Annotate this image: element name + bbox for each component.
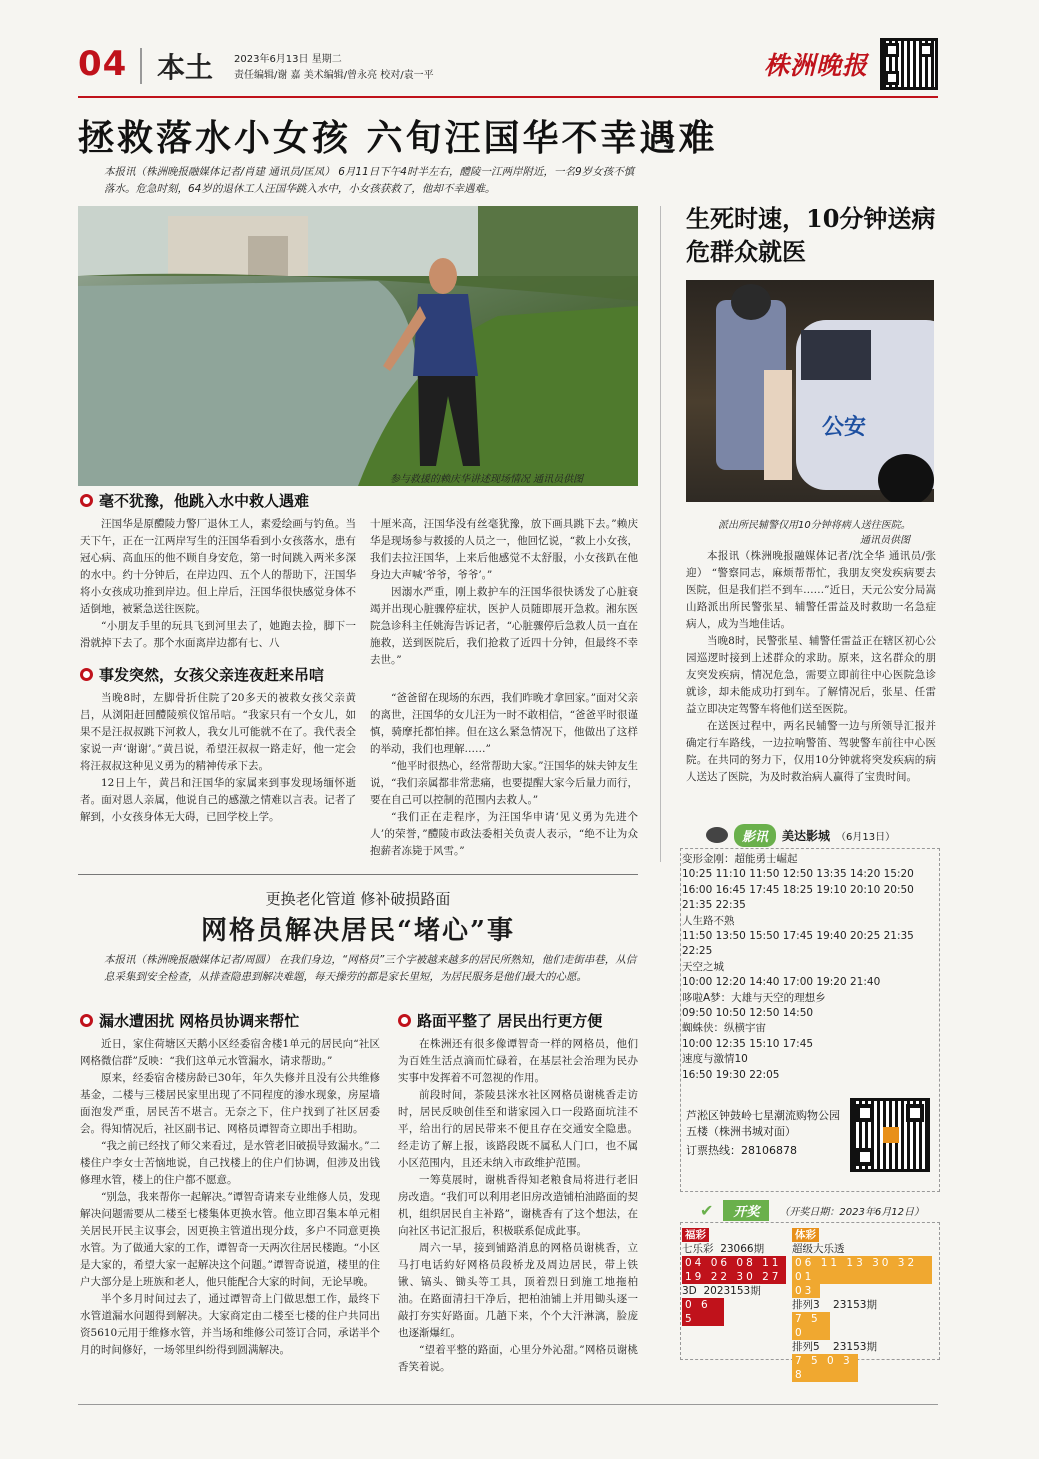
paragraph: 十厘米高，汪国华没有丝毫犹豫，放下画具跳下去。”赖庆华是现场参与救援的人员之一，他回忆说，“救上小女孩，我们去拉汪国华，上来后他感觉不太舒服，小女孩趴在他身边大声喊‘爷爷，爷爷’。” (370, 518, 638, 581)
film-times: 16:50 19:30 22:05 (682, 1068, 780, 1081)
main-col-4 (370, 690, 638, 860)
paragraph: 当晚8时，民警张星、辅警任雷益正在辖区初心公园巡逻时接到上述群众的求助。原来，这名群众的朋友突发疾病，情况危急，需要立即前往中心医院急诊就诊，却未能成功打到车。了解情况后，张星、任雷益立即决定驾警车将他们送至医院。 (686, 635, 936, 715)
game-name: 七乐彩 (682, 1243, 714, 1255)
cinema-address: 芦淞区钟鼓岭七星潮流购物公园五楼（株洲书城对面） (686, 1109, 840, 1138)
game-name: 超级大乐透 (792, 1243, 845, 1255)
paragraph: 本报讯（株洲晚报融媒体记者/沈全华 通讯员/张迎） “警察同志，麻烦帮帮忙，我朋友突发疾病要去医院，但是我们拦不到车……”近日，天元公安分局嵩山路派出所民警张星、辅警任雷益及时救助一名急症病人，成为当地佳话。 (686, 550, 936, 630)
welfare-lottery (682, 1228, 786, 1326)
game-issue: 23066期 (720, 1243, 765, 1255)
cinema-name: 美达影城 (782, 828, 831, 843)
grid-subhead-2 (398, 1010, 602, 1031)
film-title: 天空之城 (682, 960, 724, 973)
lottery-date: （开奖日期：2023年6月12日） (779, 1207, 924, 1218)
film-times: 10:00 12:20 14:40 17:00 19:20 21:40 (682, 976, 881, 989)
film-times: 11:50 13:50 15:50 17:45 19:40 20:25 21:35 22:25 (682, 930, 914, 958)
cinema-hotline: 订票热线：28106878 (686, 1144, 797, 1157)
grid-col-2 (398, 1036, 638, 1376)
police-car-scene-icon (686, 280, 934, 502)
bullet-dot-icon (80, 494, 93, 507)
paragraph: “我们正在走程序，为汪国华申请‘见义勇为先进个人’的荣誉，”醴陵市政法委相关负责人表示，“绝不让为众抱薪者冻毙于风雪。” (370, 811, 638, 857)
newspaper-logo: 株洲晚报 (764, 51, 869, 80)
paragraph: 因溺水严重，刚上救护车的汪国华很快诱发了心脏衰竭并出现心脏骤停症状，医护人员随即展开急救。湘东医院急诊科主任姚海告诉记者，“心脏骤停后急救人员一直在施救，送到医院后，我们抢救了近四十分钟，但最终不幸去世。” (370, 586, 638, 666)
check-mark-icon: ✔ (700, 1201, 714, 1220)
winning-numbers: 03 (792, 1284, 820, 1298)
section-name: 本土 (157, 51, 214, 84)
film-title: 人生路不熟 (682, 914, 735, 927)
paragraph: “望着平整的路面，心里分外沁甜。”网格员谢桃香笑着说。 (398, 1344, 638, 1373)
photo-scene-icon (78, 206, 638, 486)
paragraph: 半个多月时间过去了，通过谭智奇上门做思想工作，最终下水管道漏水问题得到解决。大家商定由二楼至七楼的住户共同出资5610元用于维修水管，并当场和维修公司签订合同，承诺半个月的时间修好，一场邻里纠纷得到圆满解决。 (80, 1293, 380, 1356)
side-body (686, 548, 936, 786)
cinema-badge: 影讯 (734, 824, 776, 847)
date-line: 2023年6月13日 星期二 (234, 54, 342, 65)
game-issue: 2023153期 (703, 1285, 761, 1297)
main-col-3 (80, 690, 356, 826)
film-title: 变形金刚：超能勇士崛起 (682, 853, 798, 865)
winning-numbers: 7 5 0 (792, 1312, 830, 1340)
side-photo-credit: 通讯员供图 (860, 535, 910, 546)
paragraph: 在株洲还有很多像谭智奇一样的网格员，他们为百姓生活点滴而忙碌着，在基层社会治理为民办实事中发挥着不可忽视的作用。 (398, 1038, 638, 1084)
paragraph: “爸爸留在现场的东西，我们昨晚才拿回家。”面对父亲的离世，汪国华的女儿汪为一时不敢相信，“爸爸平时很谨慎，骑摩托都怕摔。但在这么紧急情况下，他做出了这样的举动，我们也理解……” (370, 692, 638, 755)
bullet-dot-icon (80, 668, 93, 681)
police-car-label: 公安 (822, 415, 867, 440)
cinema-listings (682, 852, 940, 1083)
main-headline: 拯救落水小女孩 六旬汪国华不幸遇难 (78, 117, 718, 159)
sports-lottery (792, 1228, 932, 1382)
grid-subhead-1 (80, 1010, 299, 1031)
film-times: 09:50 10:50 12:50 14:50 (682, 1007, 814, 1020)
main-photo-caption: 参与救援的赖庆华讲述现场情况 通讯员供图 (390, 474, 584, 485)
winning-numbers: 04 06 08 11 (682, 1256, 786, 1270)
bullet-dot-icon (398, 1014, 411, 1027)
paragraph: 12日上午，黄吕和汪国华的家属来到事发现场缅怀逝者。面对恩人亲属，他说自己的感激之情难以言表。记者了解到，小女孩身体无大碍，已回学校上学。 (80, 777, 356, 823)
paragraph: 在送医过程中，两名民辅警一边与所领导汇报并确定行车路线，一边拉响警笛、驾驶警车前往中心医院。在共同的努力下，仅用10分钟就将突发疾病的病人送达了医院，为及时救治病人赢得了宝贵时间。 (686, 720, 936, 783)
paragraph: 近日，家住荷塘区天鹅小区经委宿舍楼1单元的居民向“社区网格微信群”反映：“我们这单元水管漏水，请求帮助。” (80, 1038, 380, 1067)
paragraph: 周六一早，接到铺路消息的网格员谢桃香，立马打电话約好网格员段桥龙及周边居民，带上铁锹、镐头、锄头等工具，顶着烈日到施工地拖柏油。在路面清扫干净后，把柏油铺上并用锄头逐一敲打夯实好路面。几趟下来，个个大汗淋漓，脸庞也逐渐爆红。 (398, 1242, 638, 1339)
paragraph: 当晚8时，左脚骨折住院了20多天的被救女孩父亲黄吕，从浏阳赶回醴陵殡仪馆吊唁。“我家只有一个女儿，如果不是汪叔叔跳下河救人，我女儿可能就不在了。我代表全家说一声‘谢谢’。”黄吕说，希望汪叔叔一路走好，他一定会将汪叔叔这种见义勇为的精神传承下去。 (80, 692, 356, 772)
film-title: 哆啦A梦：大雄与天空的理想乡 (682, 991, 826, 1004)
qr-code-icon (880, 38, 938, 90)
side-headline: 生死时速，10分钟送病危群众就医 (686, 204, 936, 266)
column-divider (660, 206, 661, 862)
main-subhead-2 (80, 664, 324, 685)
winning-numbers: 0 6 5 (682, 1298, 724, 1326)
header-rule (78, 96, 938, 98)
side-photo-caption: 派出所民辅警仅用10分钟将病人送往医院。 (718, 520, 911, 531)
header-divider (140, 48, 142, 84)
film-title: 蜘蛛侠：纵横宇宙 (682, 1022, 766, 1035)
page-number: 04 (78, 44, 128, 84)
game-issue: 23153期 (833, 1341, 877, 1353)
grid-lead: 本报讯（株洲晚报融媒体记者/周圆） 在我们身边，“网格员”三个字被越来越多的居民所熟知，他们走街串巷，从信息采集到安全检查，从排查隐患到解决难题，每天操劳的都是家长里短，为居民服务是他们最大的心愿。 (104, 954, 637, 983)
welfare-label: 福彩 (682, 1228, 709, 1242)
game-issue: 23153期 (833, 1299, 877, 1311)
main-subhead-1 (80, 490, 309, 511)
paragraph: 原来，经委宿舍楼房龄已30年，年久失修并且没有公共维修基金，二楼与三楼居民家里出现了不同程度的渗水现象，房屋墙面泡发严重，居民苦不堪言。无奈之下，住户找到了社区居委会。得知情况后，社区副书记、网格员谭智奇立即出手相助。 (80, 1072, 380, 1135)
bullet-dot-icon (80, 1014, 93, 1027)
film-title: 速度与激情10 (682, 1053, 748, 1066)
winning-numbers: 19 22 30 27 (682, 1270, 786, 1284)
rescuer-photo (78, 206, 638, 486)
paragraph: “他平时很热心，经常帮助大家。”汪国华的妹夫钟友生说，“我们亲属都非常悲痛，也要提醒大家今后量力而行，要在自己可以控制的范围内去救人。” (370, 760, 638, 806)
winning-numbers: 06 11 13 30 32 01 (792, 1256, 932, 1284)
subhead-text: 事发突然，女孩父亲连夜赶来吊唁 (99, 666, 325, 684)
paragraph: “别急，我来帮你一起解决。”谭智奇请来专业维修人员，发现解决问题需要从二楼至七楼集体更换水管。他立即召集本单元相关居民开民主议事会，因更换主管道出现分歧，多户不同意更换水管。为了做通大家的工作，谭智奇一天两次往居民楼跑。“小区是大家的，希望大家一起解决这个问题。”谭智奇说道，楼里的住户大部分是上班族和老人，他只能配合大家的时间，无论早晚。 (80, 1191, 380, 1288)
editors-line: 责任编辑/谢 嘉 美术编辑/曾永亮 校对/袁一平 (234, 70, 434, 81)
footer-rule (78, 1404, 938, 1405)
film-times: 10:25 11:10 11:50 12:50 13:35 14:20 15:20 16:00 16:45 17:45 18:25 19:10 20:10 20:50 21:35 22:35 (682, 868, 914, 912)
section-divider (78, 874, 638, 875)
paragraph: 汪国华是原醴陵力警厂退休工人，素爱绘画与钓鱼。当天下午，正在一江两岸写生的汪国华看到小女孩落水，患有冠心病、高血压的他不顾自身安危，第一时间跳入两米多深的水中。约十分钟后，在岸边四、五个人的帮助下，汪国华将小女孩成功推到岸边。但上岸后，汪国华很快感觉身体不适倒地，被紧急送往医院。 (80, 518, 356, 615)
game-name: 排列5 (792, 1341, 820, 1353)
winning-numbers: 7 5 0 3 8 (792, 1354, 858, 1382)
main-col-2 (370, 516, 638, 669)
film-times: 10:00 12:35 15:10 17:45 (682, 1037, 814, 1050)
lottery-header (700, 1200, 924, 1221)
lottery-badge: 开奖 (723, 1200, 769, 1221)
game-name: 3D (682, 1285, 697, 1297)
grid-col-1 (80, 1036, 380, 1359)
paragraph: “小朋友手里的玩具飞到河里去了，她跑去捡，脚下一滑就掉下去了。那个水面离岸边都有七、八 (80, 620, 356, 649)
paragraph: “我之前已经找了师父来看过，是水管老旧破损导致漏水。”二楼住户李女士苦恼地说，自己找楼上的住户们协调，但涉及出钱修理水管，楼上的住户都不愿意。 (80, 1140, 380, 1186)
police-photo (686, 280, 934, 502)
paragraph: 前段时间，茶陵县洣水社区网格员谢桃香走访时，居民反映创佳至和谐家园入口一段路面坑洼不平，给出行的居民带来不便且存在交通安全隐患。经走访了解上报，该路段既不属私人门口，也不属小区范围内，且还未纳入市政维护范围。 (398, 1089, 638, 1169)
main-col-1 (80, 516, 356, 652)
cinema-date: （6月13日） (836, 831, 896, 843)
game-name: 排列3 (792, 1299, 820, 1311)
grid-kicker: 更换老化管道 修补破损路面 (265, 890, 451, 908)
subhead-text: 漏水遭困扰 网格员协调来帮忙 (99, 1012, 300, 1030)
subhead-text: 路面平整了 居民出行更方便 (417, 1012, 603, 1030)
grid-headline: 网格员解决居民“堵心”事 (201, 916, 515, 946)
cinema-header (706, 823, 940, 847)
sports-label: 体彩 (792, 1228, 819, 1242)
paragraph: 一筹莫展时，谢桃香得知老粮食局将进行老旧房改造。“我们可以利用老旧房改造铺柏油路面的契机，组织居民自主补路”，谢桃香有了这个想法，在向社区书记汇报后，积极联系促成此事。 (398, 1174, 638, 1237)
subhead-text: 毫不犹豫，他跳入水中救人遇难 (99, 492, 310, 510)
main-lead: 本报讯（株洲晚报融媒体记者/肖建 通讯员/匡凤） 6月11日下午4时半左右，醴陵一江两岸附近，一名9岁女孩不慎落水。危急时刻，64岁的退休工人汪国华跳入水中，小女孩获救了，他却不幸遇难。 (104, 166, 635, 195)
film-reel-icon (706, 827, 728, 843)
cinema-qr-code-icon (850, 1098, 930, 1172)
